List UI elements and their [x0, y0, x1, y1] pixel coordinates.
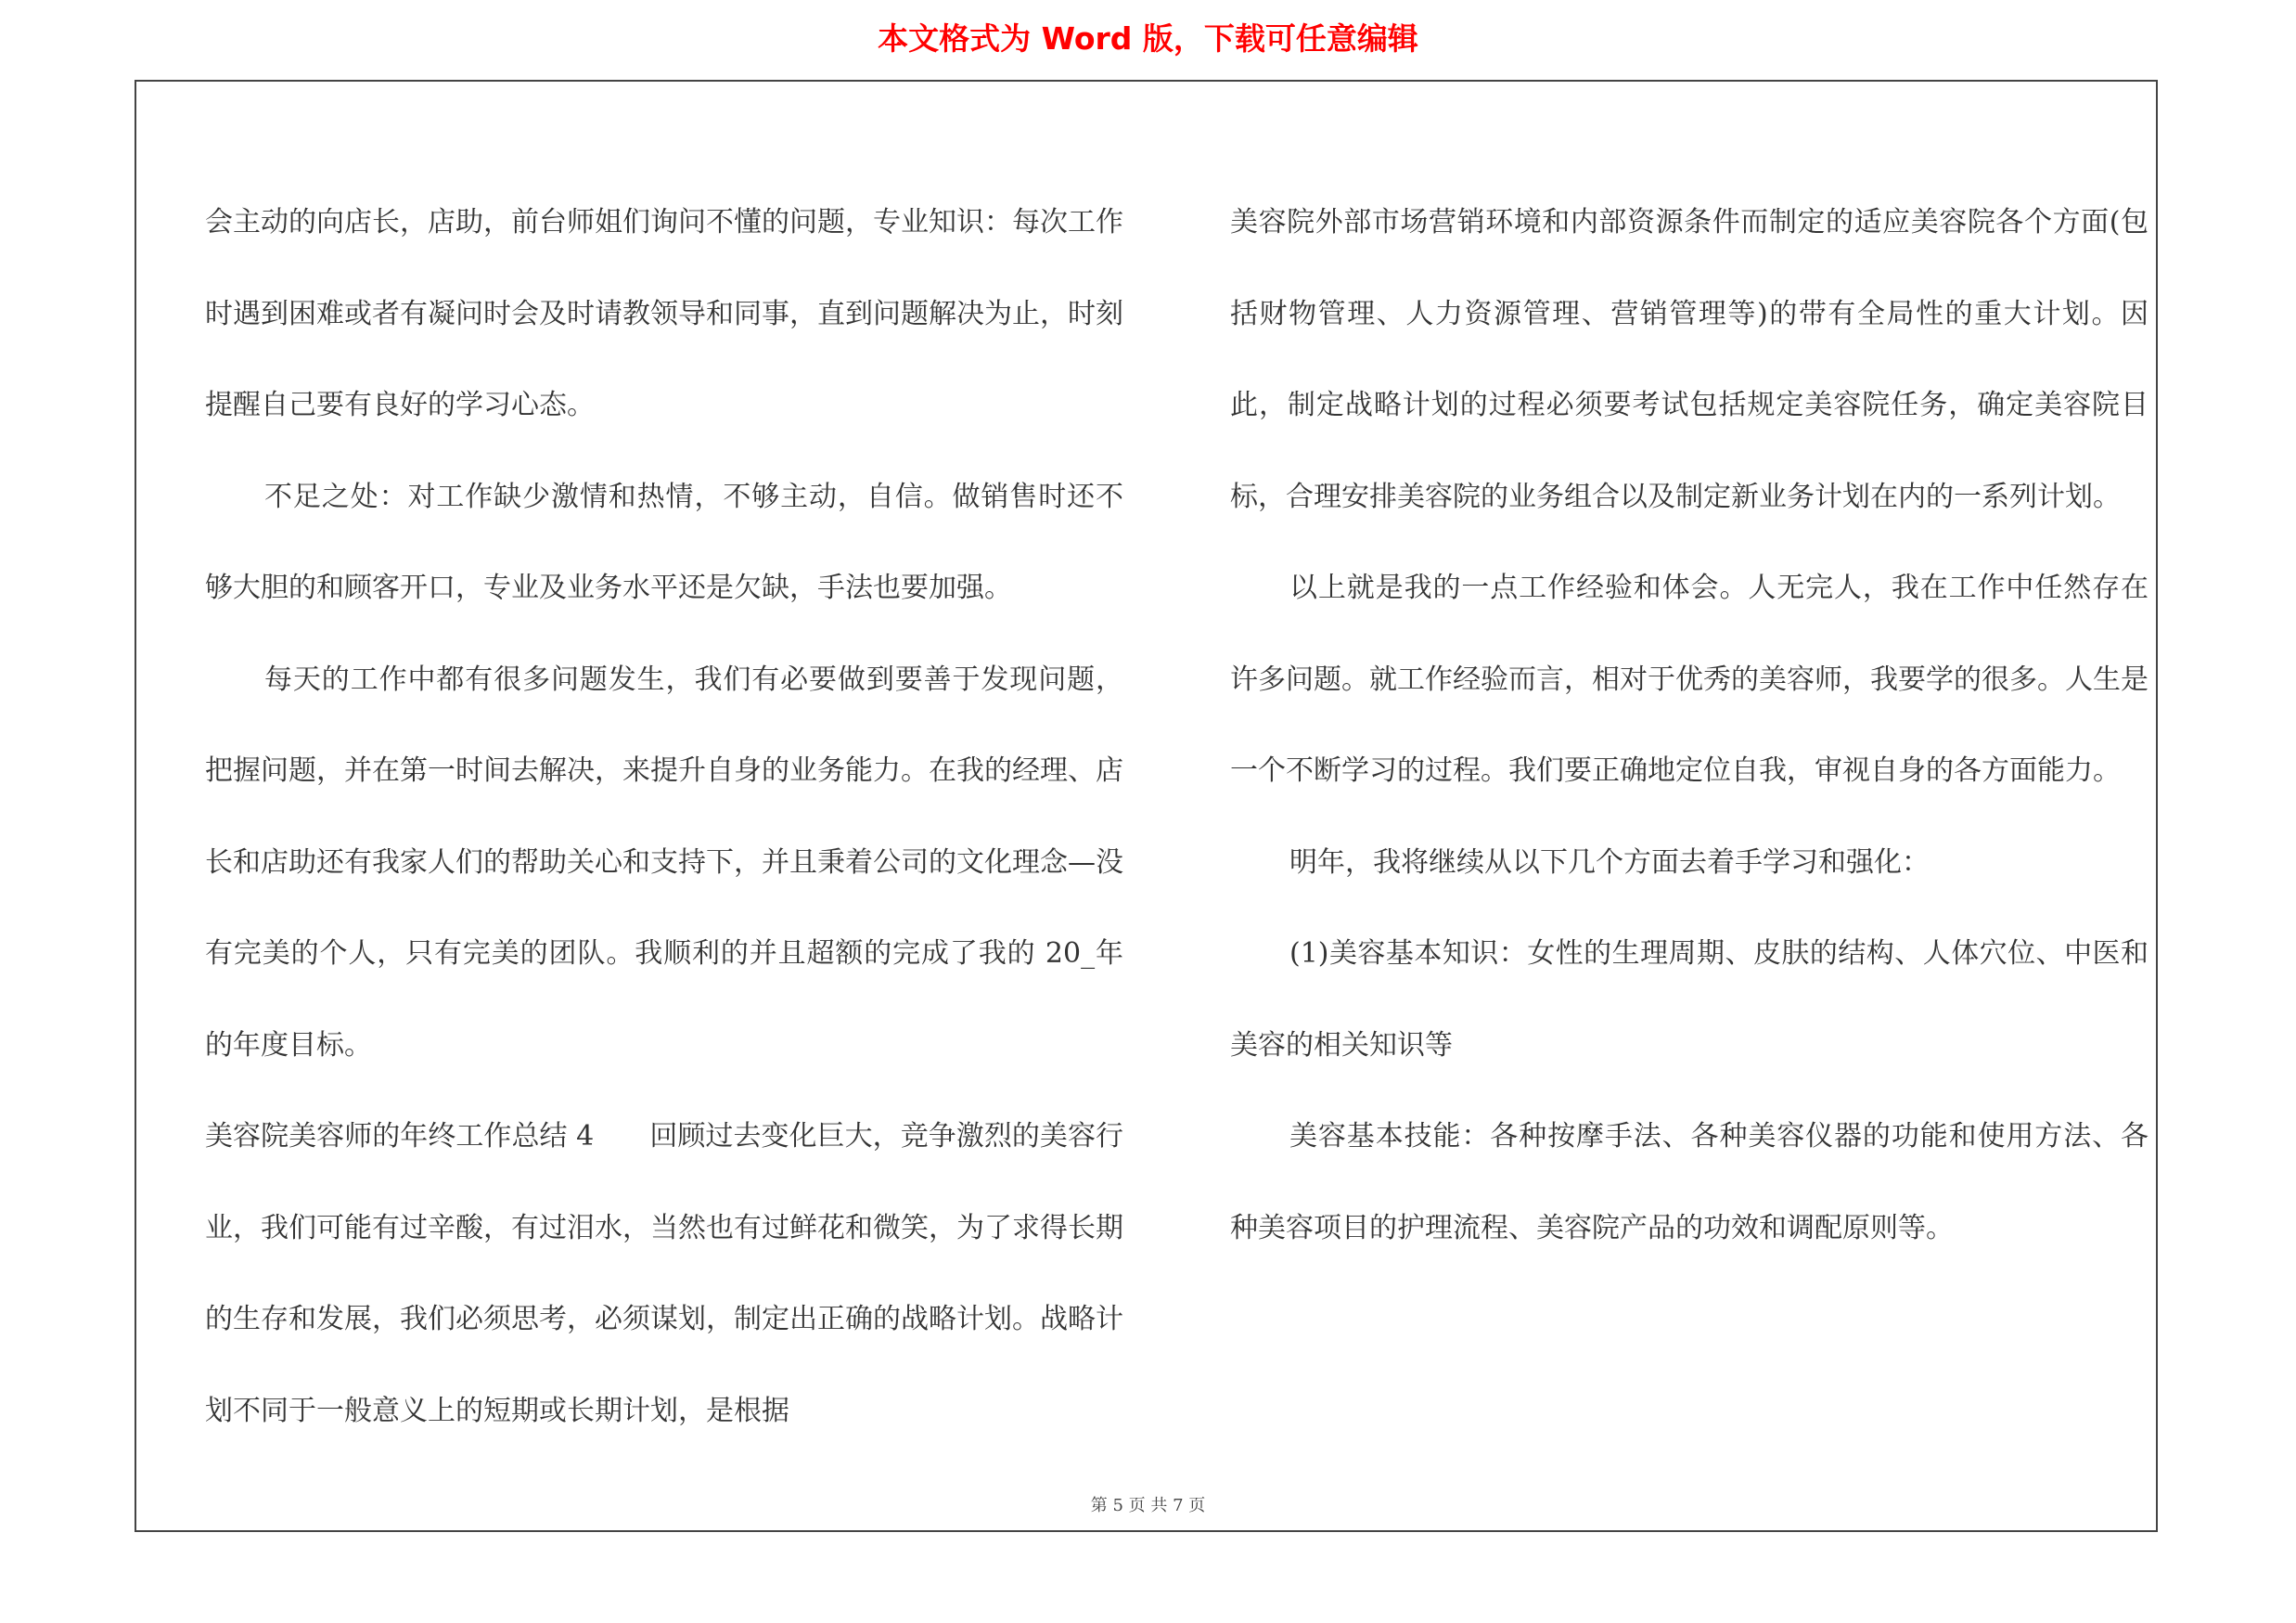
right-paragraph-1: 美容院外部市场营销环境和内部资源条件而制定的适应美容院各个方面(包括财物管理、人力资源管理、营销管理等)的带有全局性的重大计划。因此，制定战略计划的过程必须要考试包括规定美容院任务，确定美容院目标，合理安排美容院的业务组合以及制定新业务计划在内的一系列计划。 — [1230, 206, 2148, 513]
left-paragraph-3: 每天的工作中都有很多问题发生，我们有必要做到要善于发现问题，把握问题，并在第一时间去解决，来提升自身的业务能力。在我的经理、店长和店助还有我家人们的帮助关心和支持下，并且秉着公司的文化理念—没有完美的个人，只有完美的团队。我顺利的并且超额的完成了我的 20_年的年度目标。 — [205, 663, 1123, 1062]
right-paragraph-5: 美容基本技能：各种按摩手法、各种美容仪器的功能和使用方法、各种美容项目的护理流程、美容院产品的功效和调配原则等。 — [1230, 1120, 2148, 1244]
left-column — [205, 177, 1123, 1457]
right-paragraph-3: 明年，我将继续从以下几个方面去着手学习和强化： — [1289, 845, 1930, 879]
header-banner: 本文格式为 Word 版，下载可任意编辑 — [878, 20, 1418, 57]
right-paragraph-2: 以上就是我的一点工作经验和体会。人无完人，我在工作中任然存在许多问题。就工作经验而言，相对于优秀的美容师，我要学的很多。人生是一个不断学习的过程。我们要正确地定位自我，审视自身的各方面能力。 — [1230, 572, 2148, 787]
page-number-footer: 第 5 页 共 7 页 — [1090, 1496, 1206, 1515]
right-paragraph-4: (1)美容基本知识：女性的生理周期、皮肤的结构、人体穴位、中医和美容的相关知识等 — [1230, 937, 2148, 1062]
right-column — [1230, 177, 2148, 1274]
left-paragraph-4: 美容院美容师的年终工作总结 4 回顾过去变化巨大，竞争激烈的美容行业，我们可能有过辛酸，有过泪水，当然也有过鲜花和微笑，为了求得长期的生存和发展，我们必须思考，必须谋划，制定出正确的战略计划。战略计划不同于一般意义上的短期或长期计划，是根据 — [205, 1120, 1123, 1427]
left-paragraph-1: 会主动的向店长，店助，前台师姐们询问不懂的问题，专业知识：每次工作时遇到困难或者有凝问时会及时请教领导和同事，直到问题解决为止，时刻提醒自己要有良好的学习心态。 — [205, 206, 1123, 421]
left-paragraph-2: 不足之处：对工作缺少激情和热情，不够主动，自信。做销售时还不够大胆的和顾客开口，专业及业务水平还是欠缺，手法也要加强。 — [205, 480, 1123, 604]
